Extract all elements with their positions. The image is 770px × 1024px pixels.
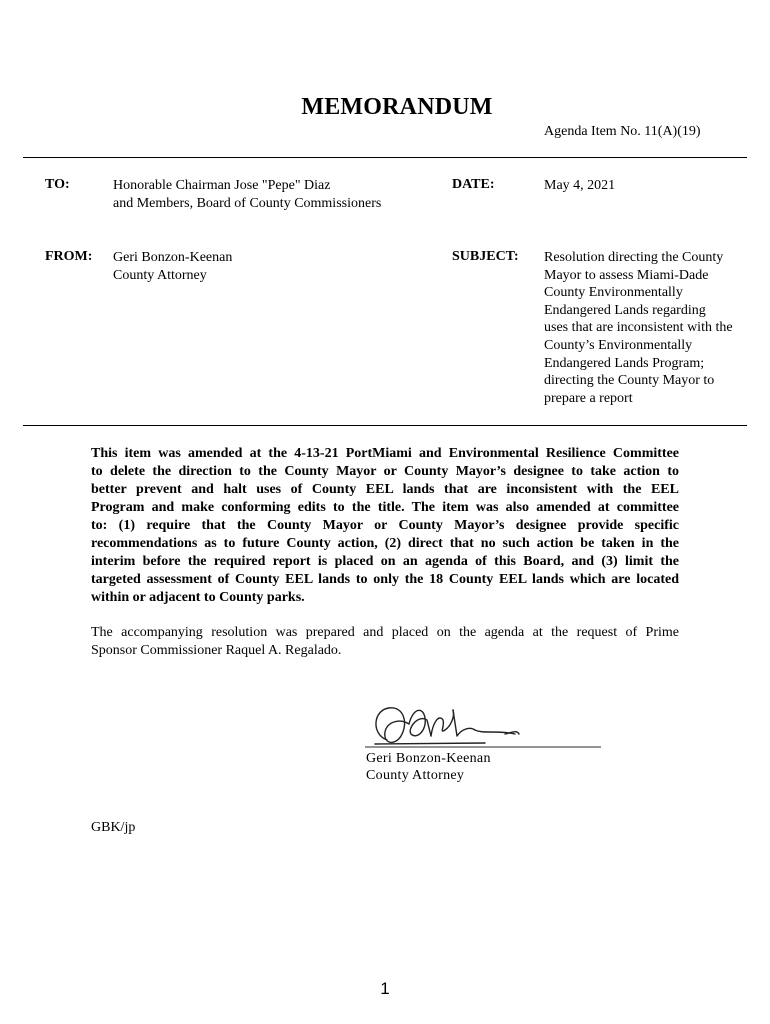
header-bottom-rule xyxy=(23,425,747,426)
amendment-line: within or adjacent to County parks. xyxy=(91,590,305,605)
subject-line: directing the County Mayor to xyxy=(544,373,715,389)
subject-line: Resolution directing the County xyxy=(544,250,724,265)
sponsor-line: The accompanying resolution was prepared and placed on the agenda at the request of Prime xyxy=(91,625,679,640)
from-line: Geri Bonzon-Keenan xyxy=(113,250,233,265)
subject-line: uses that are inconsistent with the xyxy=(544,320,733,336)
sponsor-paragraph xyxy=(91,624,679,660)
subject-line: County’s Environmentally xyxy=(544,337,693,353)
subject-line: Mayor to assess Miami-Dade xyxy=(544,267,709,283)
amendment-paragraph xyxy=(91,445,679,607)
to-label: TO: xyxy=(45,177,70,192)
subject-label: SUBJECT: xyxy=(452,249,519,264)
amendment-line: This item was amended at the 4-13-21 PortMiami and Environmental Resilience Committee xyxy=(91,446,679,461)
amendment-line: Program and make conforming edits to the title. The item was also amended at committee xyxy=(91,500,679,515)
signatory-title: County Attorney xyxy=(366,768,465,783)
memo-title: MEMORANDUM xyxy=(301,94,493,120)
from-sender xyxy=(113,249,232,284)
date-value: May 4, 2021 xyxy=(544,178,616,193)
page-number: 1 xyxy=(380,979,390,998)
subject-line: Endangered Lands Program; xyxy=(544,355,705,371)
typist-initials: GBK/jp xyxy=(91,820,136,835)
agenda-item-number: Agenda Item No. 11(A)(19) xyxy=(544,124,701,139)
to-line: Honorable Chairman Jose "Pepe" Diaz xyxy=(113,178,331,193)
amendment-line: to delete the direction to the County Mayor or County Mayor’s designee to take action to xyxy=(91,464,679,479)
handwritten-signature xyxy=(365,700,605,756)
subject-line: prepare a report xyxy=(544,390,633,406)
from-line: County Attorney xyxy=(113,267,207,283)
amendment-line: better prevent and halt uses of County EEL lands that are inconsistent with the EEL xyxy=(91,482,679,497)
to-recipient xyxy=(113,177,381,212)
date-label: DATE: xyxy=(452,177,495,192)
amendment-line: to: (1) require that the County Mayor or County Mayor’s designee provide specific xyxy=(91,518,679,533)
amendment-line: targeted assessment of County EEL lands to only the 18 County EEL lands which are located xyxy=(91,572,679,587)
subject-line: Endangered Lands regarding xyxy=(544,302,706,318)
subject-line: County Environmentally xyxy=(544,285,683,301)
amendment-line: recommendations as to future County action, (2) direct that no such action be taken in the xyxy=(91,536,679,551)
to-line: and Members, Board of County Commissioners xyxy=(113,195,382,211)
from-label: FROM: xyxy=(45,249,93,264)
header-top-rule xyxy=(23,157,747,158)
subject-text xyxy=(544,249,733,407)
sponsor-line: Sponsor Commissioner Raquel A. Regalado. xyxy=(91,643,342,658)
amendment-line: interim before the required report is placed on an agenda of this Board, and (3) limit the xyxy=(91,554,679,569)
signature-block xyxy=(366,750,491,784)
signatory-name: Geri Bonzon-Keenan xyxy=(366,751,491,766)
